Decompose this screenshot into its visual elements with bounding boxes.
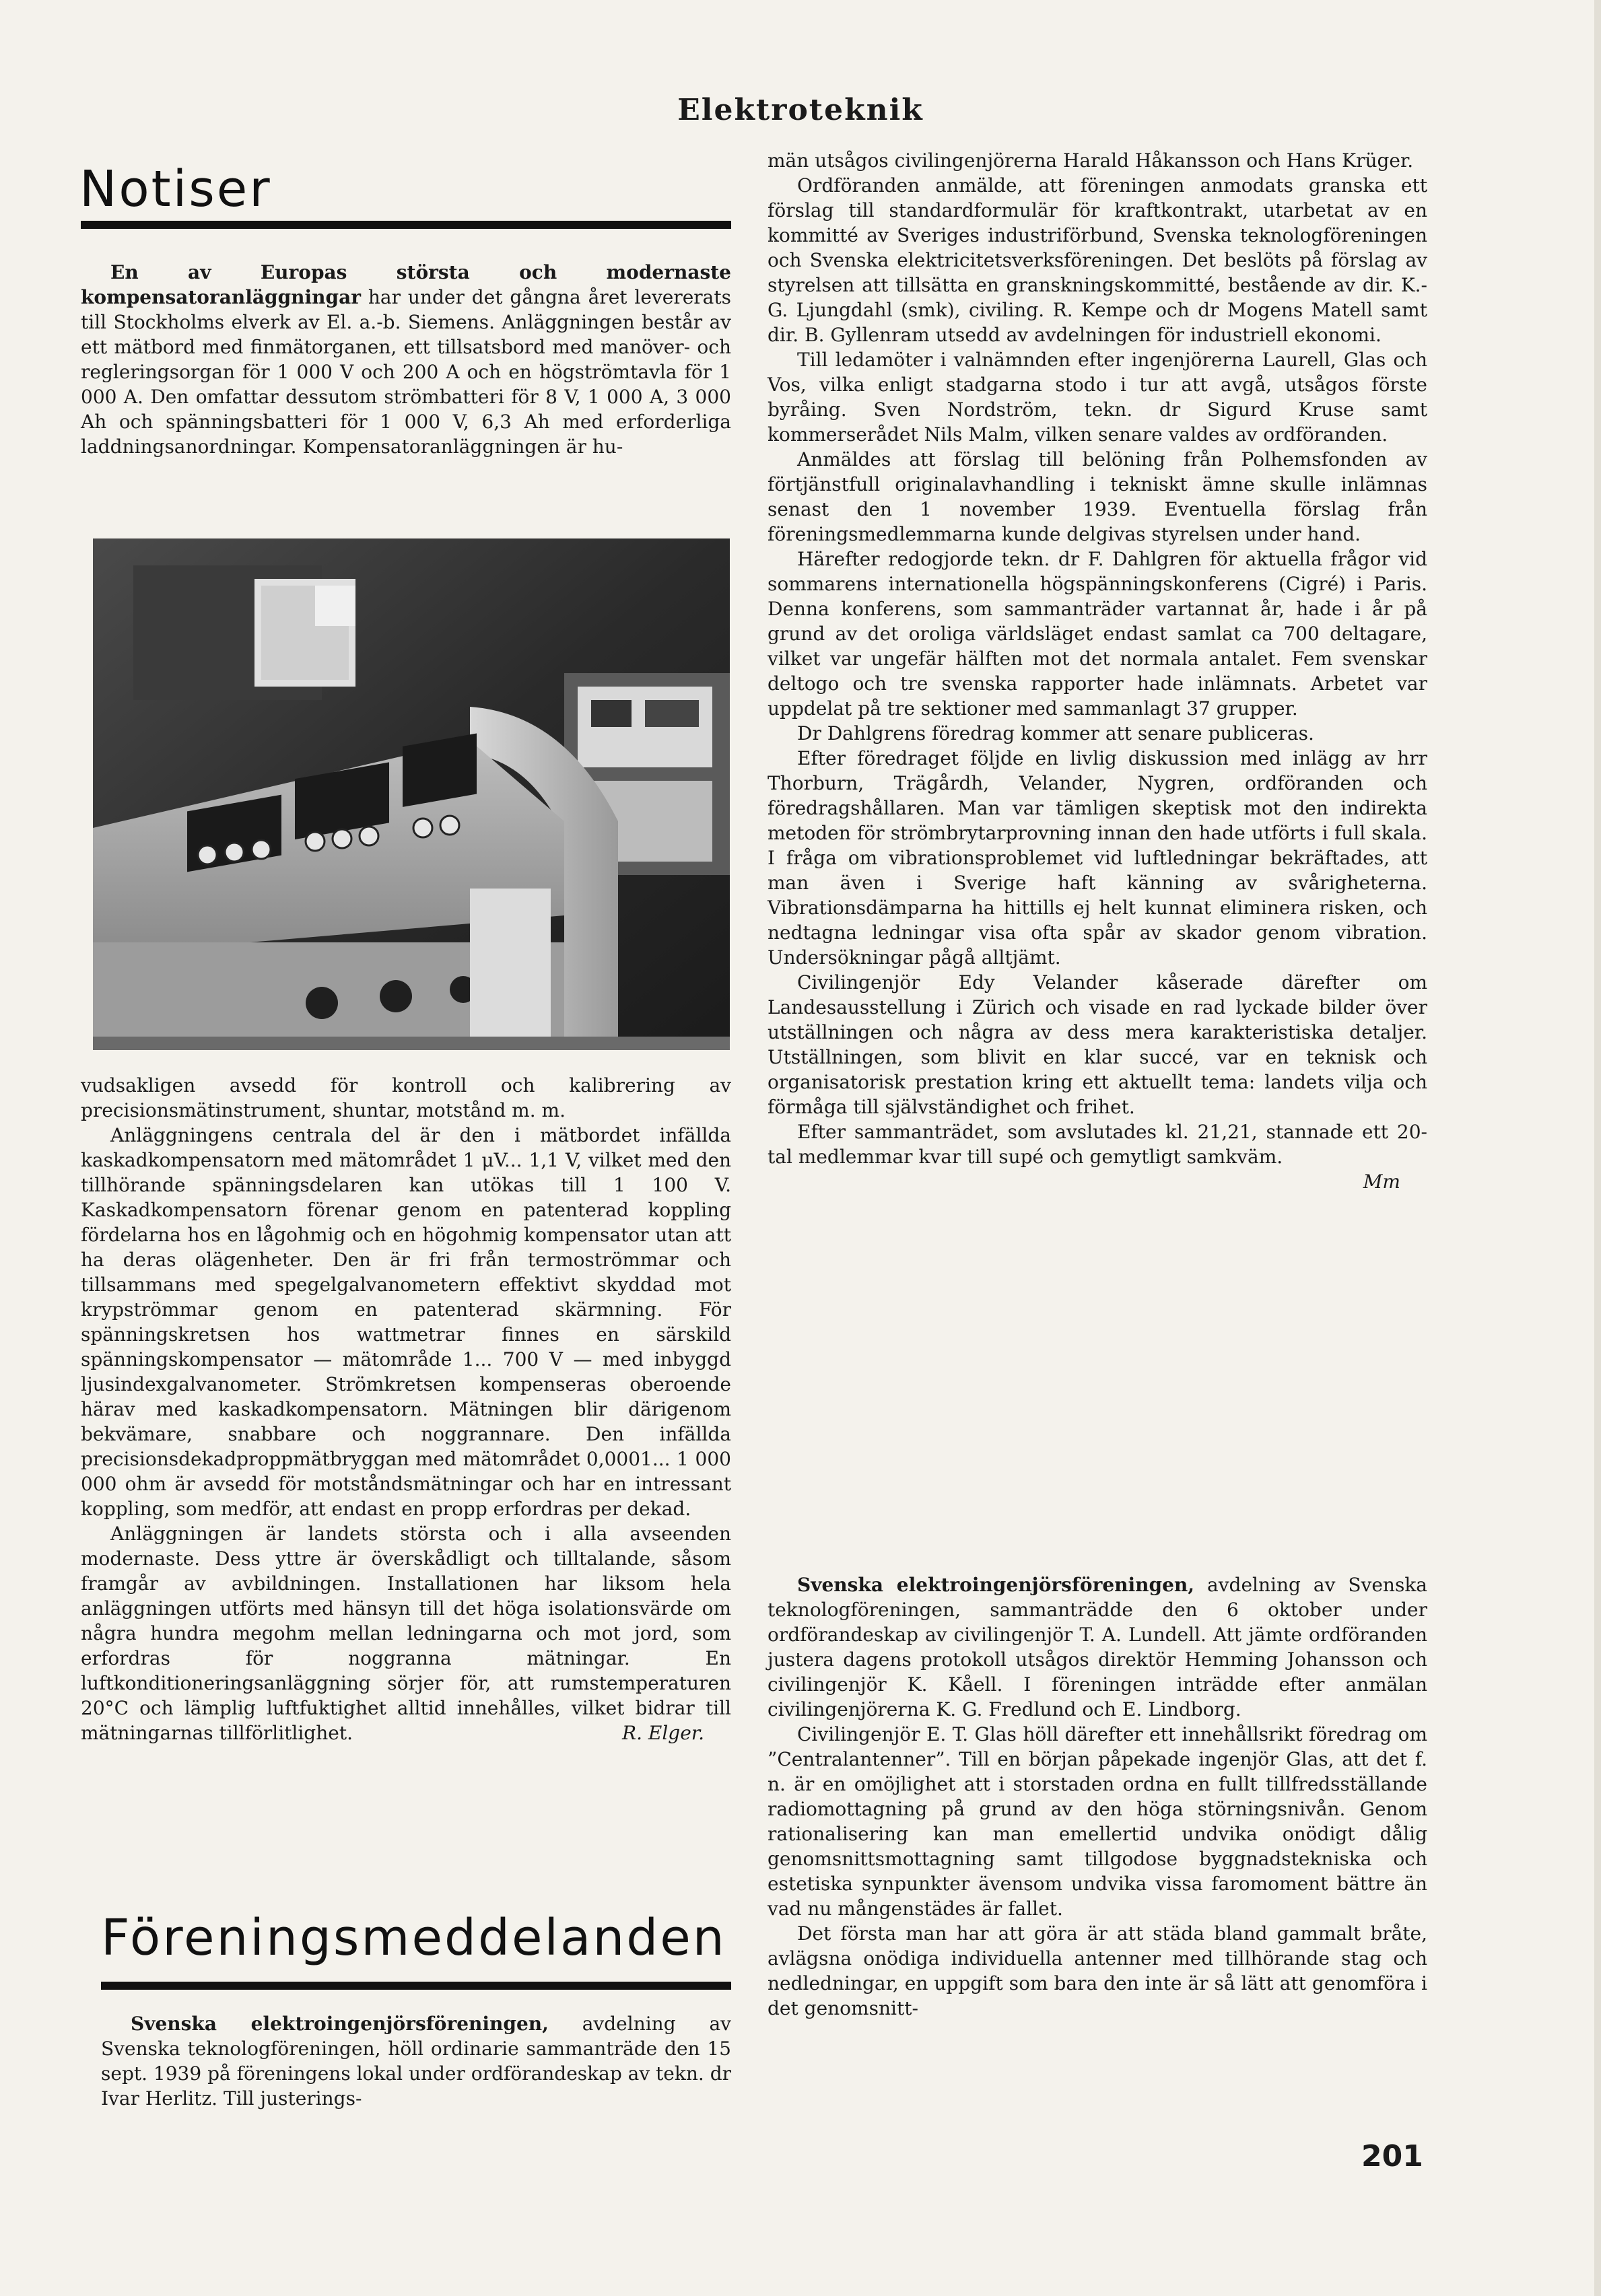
right-column-second-notice [768,1572,1427,2021]
right-column [768,148,1427,1194]
foreningsmeddelanden-lead: Svenska elektroingenjörsföreningen, [131,2013,549,2035]
right-paragraph-7: Efter föredraget följde en livlig diskussion med inlägg av hrr Thorburn, Trägårdh, Velander, Nygren, ordföranden och föredragshållaren. Man var tämligen skeptisk mot den indirekta metoden för strömbrytarprovning innan den hade utförts i full skala. I fråga om vibrationsproblemet vid luftledningar bekräftades, att man även i Sverige haft känning av svårigheterna. Vibrationsdämparna ha hittills ej helt kunnat eliminera risken, och nedtagna ledningar visa ofta spår av skador genom vibration. Undersökningar pågå alltjämt. [768,747,1427,969]
right-signature: Mm [1363,1171,1400,1193]
foreningsmeddelanden-paragraph-1-text: avdelning av Svenska teknologföreningen, höll ordinarie sammanträde den 15 sept. 1939 på föreningens lokal under ordförandeskap av tekn. dr Ivar Herlitz. Till justerings- [101,2013,731,2110]
foreningsmeddelanden-heading: Föreningsmeddelanden [101,1909,726,1967]
notiser-signature: R. Elger. [622,1722,704,1744]
notiser-paragraph-4-text: Anläggningen är landets största och i alla avseenden modernaste. Dess yttre är överskådligt och tilltalande, såsom framgår av avbildningen. Installationen har liksom hela anläggningen utförts med hänsyn till det höga isolationsvärde om några hundra megohm mellan ledningarna och mot jord, som erfordras för noggranna mätningar. En luftkonditioneringsanläggning sörjer för, att rumstemperaturen 20°C och lämplig luftfuktighet alltid innehålles, vilket bidrar till mätningarnas tillförlitlighet. [81,1523,731,1744]
foreningsmeddelanden-intro [101,2011,731,2111]
right-paragraph-5: Härefter redogjorde tekn. dr F. Dahlgren för aktuella frågor vid sommarens internationella högspänningskonferens (Cigré) i Paris. Denna konferens, som sammanträder vartannat år, hade i år på grund av det oroliga världsläget endast samlat ca 700 deltagare, vilket var ungefär hälften mot det normala antalet. Fem svenskar deltogo och tre svenska rapporter hade inlämnats. Arbetet var uppdelat på tre sektioner med sammanlagt 37 grupper. [768,548,1427,720]
notiser-body [81,1073,731,1745]
running-head: Elektroteknik [677,93,924,127]
right-notice-paragraph-2: Civilingenjör E. T. Glas höll därefter ett innehållsrikt föredrag om ”Centralantenner”. Till en början påpekade ingenjör Glas, att det f. n. är en omöjlighet att i storstaden ordna en fullt tillfredsställande radiomottagning på grund av den höga störningsnivån. Genom rationalisering kan man emellertid undvika onödigt dålig genomsnittsmottagning samt tillgodose byggnadstekniska och estetiska synpunkter ävensom undvika vissa faromoment bättre än vad nu mångenstädes är fallet. [768,1723,1427,1920]
right-paragraph-4: Anmäldes att förslag till belöning från Polhemsfonden av förtjänstfull originalavhandling i tekniskt ämne skulle inlämnas senast den 1 november 1939. Eventuella förslag från föreningsmedlemmarna kunde delgivas styrelsen under hand. [768,448,1427,545]
right-paragraph-9: Efter sammanträdet, som avslutades kl. 21,21, stannade ett 20-tal medlemmar kvar till supé och gemytligt samkväm. [768,1121,1427,1168]
right-paragraph-8: Civilingenjör Edy Velander kåserade därefter om Landesausstellung i Zürich och visade en rad lyckade bilder över utställningen och några av dess mera karakteristiska detaljer. Utställningen, som blivit en klar succé, var en teknisk och organisatorisk prestation kring ett aktuellt tema: landets vilja och förmåga till självständighet och frihet. [768,971,1427,1118]
notiser-heading: Notiser [79,160,272,218]
notiser-intro [81,260,731,459]
right-paragraph-6: Dr Dahlgrens föredrag kommer att senare publiceras. [797,722,1314,744]
notiser-paragraph-1-text: har under det gångna året levererats till Stockholms elverk av El. a.-b. Siemens. Anläggningen består av ett mätbord med finmätorganen, ett tillsatsbord med manöver- och regleringsorgan för 1 000 V och 200 A och en högströmtavla för 1 000 A. Den omfattar dessutom strömbatteri för 8 V, 1 000 A, 3 000 Ah och spänningsbatteri för 1 000 V, 6,3 Ah med erforderliga laddningsanordningar. Kompensatoranläggningen är hu- [81,286,731,458]
right-paragraph-1: män utsågos civilingenjörerna Harald Håkansson och Hans Krüger. [768,149,1414,172]
notiser-paragraph-4 [81,1521,731,1745]
compensator-photo [93,538,730,1050]
page-number: 201 [1361,2139,1423,2173]
right-notice-paragraph-1-text: avdelning av Svenska teknologföreningen, sammanträdde den 6 oktober under ordförandeskap av civilingenjör T. A. Lundell. Att jämte ordföranden justera dagens protokoll utsågos direktör Hemming Johansson och civilingenjör K. Kåell. I föreningen inträdde efter anmälan civilingenjörerna K. G. Fredlund och E. Lindborg. [768,1574,1427,1720]
notiser-rule [81,221,731,229]
compensator-photo-illustration [93,538,730,1050]
notiser-paragraph-3: Anläggningens centrala del är den i mätbordet infällda kaskadkompensatorn med mätområdet 1 μV... 1,1 V, vilket med den tillhörande spänningsdelaren kan utökas till 1 100 V. Kaskadkompensatorn förenar genom en patenterad koppling fördelarna hos en lågohmig och en högohmig kompensator utan att ha deras olägenheter. Den är fri från termoströmmar och tillsammans med spegelgalvanometern effektivt skyddad mot krypströmmar genom en patenterad skärmning. För spänningskretsen hos wattmetrar finnes en särskild spänningskompensator — mätområde 1... 700 V — med inbyggd ljusindexgalvanometer. Strömkretsen kompenseras oberoende härav med kaskadkompensatorn. Mätningen blir därigenom bekvämare, snabbare och noggrannare. Den infällda precisionsdekadproppmätbryggan med mätområdet 0,0001... 1 000 000 ohm är avsedd för motståndsmätningar och har en intressant koppling, som medför, att endast en propp erfordras per dekad. [81,1124,731,1520]
right-notice-lead: Svenska elektroingenjörsföreningen, [797,1574,1195,1596]
notiser-lead: En av Europas största och modernaste kompensatoranläggningar [81,261,731,308]
foreningsmeddelanden-rule [101,1982,731,1990]
notiser-paragraph-2: vudsakligen avsedd för kontroll och kalibrering av precisionsmätinstrument, shuntar, motstånd m. m. [81,1074,731,1121]
foreningsmeddelanden-paragraph-1 [101,2011,731,2111]
notiser-paragraph-1 [81,260,731,459]
right-paragraph-2: Ordföranden anmälde, att föreningen anmodats granska ett förslag till standardformulär för kraftkontrakt, utarbetat av en kommitté av Sveriges industriförbund, Svenska teknologföreningen och Svenska elektricitetsverksföreningen. Det beslöts på förslag av styrelsen att tillsätta en granskningskommitté, bestående av dir. K.-G. Ljungdahl (smk), civiling. R. Kempe och dr Mogens Matell samt dir. B. Gyllenram utsedd av avdelningen för industriell ekonomi. [768,174,1427,346]
right-notice-paragraph-3: Det första man har att göra är att städa bland gammalt bråte, avlägsna onödiga individuella antenner med tillhörande stag och nedledningar, en uppgift som bara den inte är så lätt att genomföra i det genomsnitt- [768,1922,1427,2019]
right-paragraph-3: Till ledamöter i valnämnden efter ingenjörerna Laurell, Glas och Vos, vilka enligt stadgarna stodo i tur att avgå, utsågos förste byråing. Sven Nordström, tekn. dr Sigurd Kruse samt kommerserådet Nils Malm, vilken senare valdes av ordföranden. [768,349,1427,446]
right-notice-paragraph-1 [768,1572,1427,1722]
